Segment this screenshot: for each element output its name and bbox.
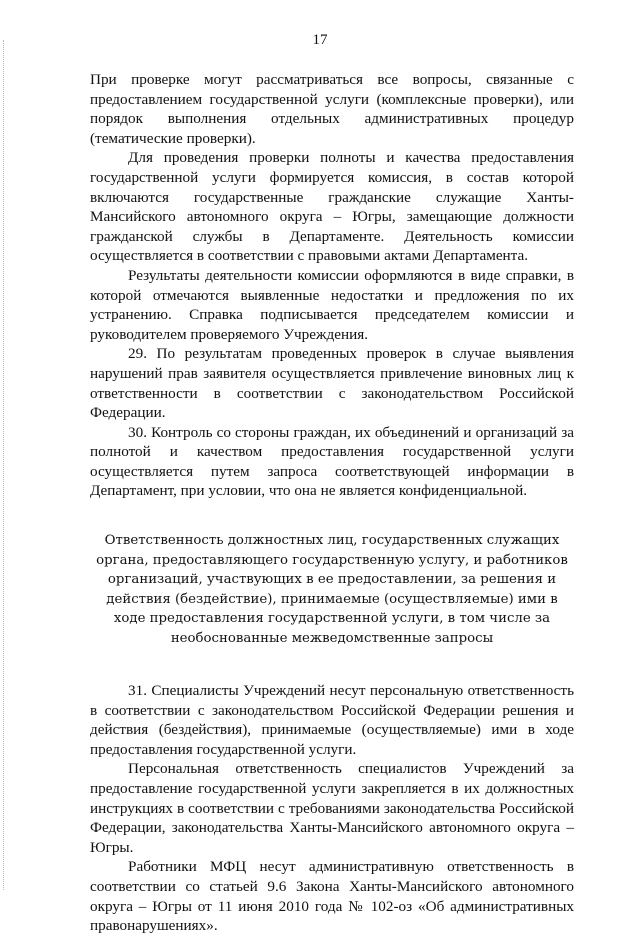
paragraph-29: 29. По результатам проведенных проверок в случае выявления нарушений прав заявителя осуществляется привлечение виновных лиц к ответственности в соответствии с законодательством Российской Федерации.	[90, 345, 574, 422]
paragraph-30: 30. Контроль со стороны граждан, их объединений и организаций за полнотой и качеством предоставления государственной услуги осуществляется путем запроса соответствующей информации в Департамент, при условии, что она не является конфиденциальной.	[90, 423, 574, 500]
paragraph-commission: Для проведения проверки полноты и качества предоставления государственной услуги формируется комиссия, в состав которой включаются государственные гражданские служащие Ханты-Мансийского автономного округа – Югры, замещающие должности гражданской службы в Департаменте. Деятельность комиссии осуществляется в соответствии с правовыми актами Департамента.	[90, 149, 574, 265]
paragraph-mfc-responsibility: Работники МФЦ несут административную ответственность в соответствии со статьей 9.6 Закона Ханты-Мансийского автономного округа – Югры от 11 июня 2010 года № 102-оз «Об административных правонарушениях».	[90, 858, 574, 935]
page-number: 17	[312, 32, 328, 48]
paragraph-personal-responsibility: Персональная ответственность специалистов Учреждений за предоставление государственной услуги закрепляется в их должностных инструкциях в соответствии с требованиями законодательства Российской Федерации, законодательства Ханты-Мансийского автономного округа – Югры.	[90, 760, 574, 856]
document-body	[90, 70, 574, 936]
scan-edge-dots	[3, 40, 6, 890]
paragraph-commission-results: Результаты деятельности комиссии оформляются в виде справки, в которой отмечаются выявленные недостатки и предложения по их устранению. Справка подписывается председателем комиссии и руководителем проверяемого Учреждения.	[90, 266, 574, 343]
section-heading: Ответственность должностных лиц, государственных служащих органа, предоставляющего государственную услугу, и работников организаций, участвующих в ее предоставлении, за решения и действия (бездействие), принимаемые (осуществляемые) ими в ходе предоставления государственной услуги, в том числе за необоснованные межведомственные запросы	[96, 533, 568, 646]
paragraph-inspection-scope: При проверке могут рассматриваться все вопросы, связанные с предоставлением государственной услуги (комплексные проверки), или порядок выполнения отдельных административных процедур (тематические проверки).	[90, 71, 574, 147]
paragraph-31: 31. Специалисты Учреждений несут персональную ответственность в соответствии с законодательством Российской Федерации решения и действия (бездействия), принимаемые (осуществляемые) ими в ходе предоставления государственной услуги.	[90, 682, 574, 758]
